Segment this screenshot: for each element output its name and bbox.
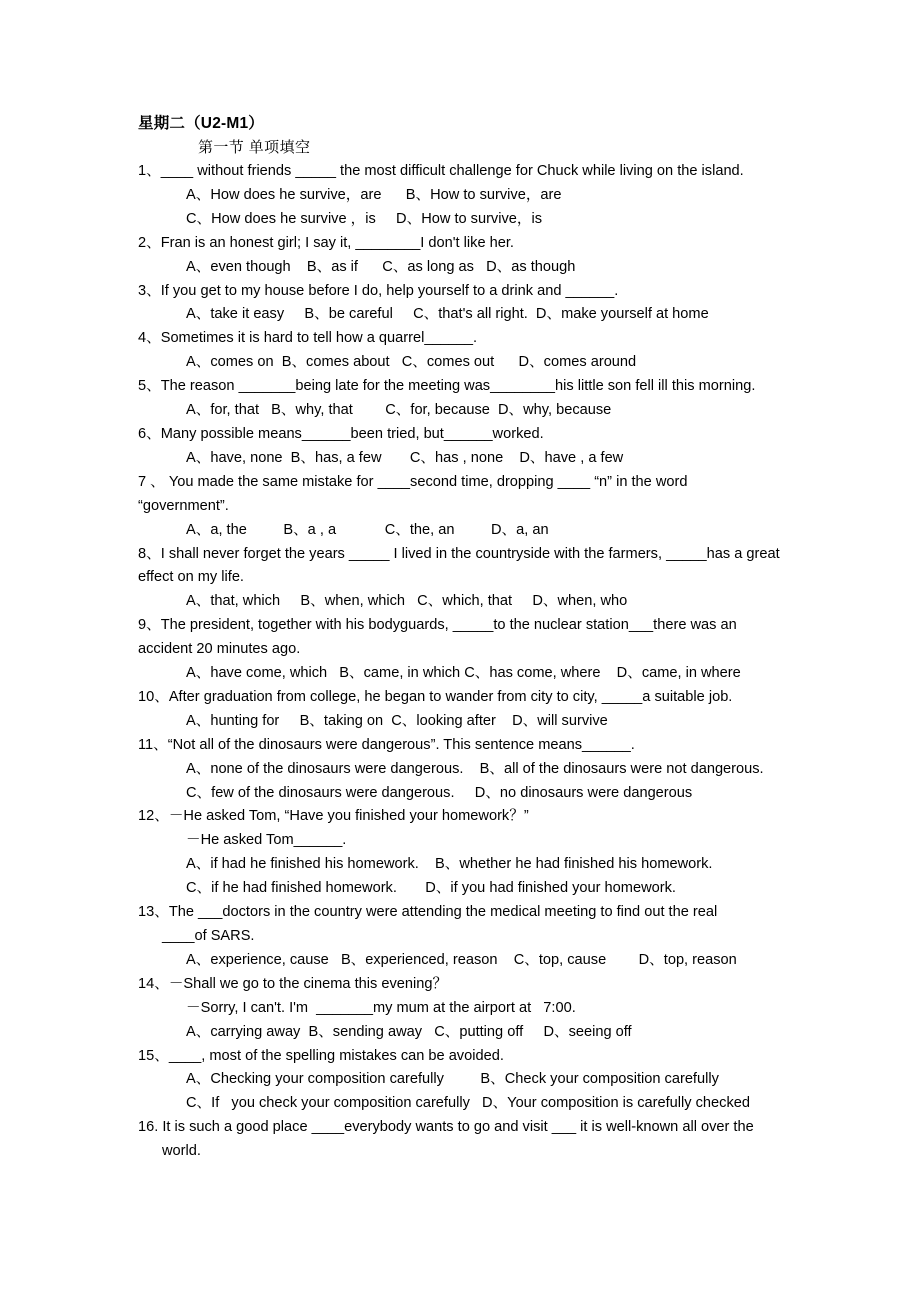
question-item [138,327,796,375]
question-stem: 1、____ without friends _____ the most difficult challenge for Chuck while living on the island. [138,163,744,179]
question-stem: 2、Fran is an honest girl; I say it, ________I don't like her. [138,234,514,251]
question-stem: 13、The ___doctors in the country were attending the medical meeting to find out the real [138,904,718,921]
question-stem-continued: world. [162,1143,201,1160]
question-options-line: A、that, which B、when, which C、which, that D、when, who [186,593,628,610]
question-options-line: A、Checking your composition carefully B、Check your composition carefully [186,1071,719,1088]
question-stem-continued: effect on my life. [138,569,244,586]
question-item [138,614,796,638]
question-stem-continued: “government”. [138,497,229,514]
question-item-continued [138,638,796,686]
question-options-line: A、experience, cause B、experienced, reason C、top, cause D、top, reason [186,951,737,968]
question-item [138,423,796,471]
question-item [138,1116,796,1164]
question-stem: 11、“Not all of the dinosaurs were dangerous”. This sentence means______. [138,736,635,753]
question-item [138,973,796,1045]
question-options-line: A、have, none B、has, a few C、has , none D、have , a few [186,449,624,466]
section-heading: 第一节 单项填空 [198,139,311,156]
question-stem-continued: accident 20 minutes ago. [138,641,301,658]
question-item [138,543,796,567]
question-item [138,471,796,495]
question-stem-continued: －He asked Tom______. [186,832,347,849]
question-item-continued [138,566,796,614]
question-stem: 5、The reason _______being late for the meeting was________his little son fell ill this morning. [138,378,756,395]
question-options-line: A、if had he finished his homework. B、whether he had finished his homework. [186,856,713,873]
question-item [138,805,796,901]
question-options-line: A、for, that B、why, that C、for, because D、why, because [186,402,612,419]
question-options-line: C、How does he survive ，is D、How to survive，is [186,210,543,227]
question-options-line: A、carrying away B、sending away C、putting off D、seeing off [186,1023,632,1040]
question-options-line: C、If you check your composition carefully D、Your composition is carefully checked [186,1095,750,1112]
question-item [138,686,796,734]
question-stem-continued: ____of SARS. [162,928,255,944]
question-options-line: A、none of the dinosaurs were dangerous. B、all of the dinosaurs were not dangerous. [186,760,764,777]
question-options-line: A、take it easy B、be careful C、that's all right. D、make yourself at home [186,306,709,323]
question-options-line: C、if he had finished homework. D、if you had finished your homework. [186,880,676,897]
question-item [138,232,796,280]
question-stem: 4、Sometimes it is hard to tell how a quarrel______. [138,330,478,347]
question-item [138,734,796,806]
question-options-line: A、have come, which B、came, in which C、has come, where D、came, in where [186,665,741,682]
question-item [138,280,796,328]
page-title: 星期二（U2-M1） [138,115,265,132]
question-stem: 8、I shall never forget the years _____ I lived in the countryside with the farmers, _____has a great [138,545,780,562]
question-stem: 9、The president, together with his bodyguards, _____to the nuclear station___there was an [138,617,737,634]
question-options-line: C、few of the dinosaurs were dangerous. D、no dinosaurs were dangerous [186,784,693,801]
question-item [138,1045,796,1117]
question-stem-continued: －Sorry, I can't. I'm _______my mum at the airport at 7:00. [186,999,576,1016]
question-stem: 10、After graduation from college, he began to wander from city to city, _____a suitable job. [138,688,733,705]
question-options-line: A、hunting for B、taking on C、looking after D、will survive [186,712,608,729]
question-stem: 15、____, most of the spelling mistakes can be avoided. [138,1047,504,1064]
question-stem: 12、－He asked Tom, “Have you finished your homework？” [138,808,529,825]
question-stem: 14、－Shall we go to the cinema this evening？ [138,975,448,992]
question-options-line: A、How does he survive，are B、How to survive，are [186,186,562,203]
question-item [138,375,796,423]
question-stem: 7 、 You made the same mistake for ____second time, dropping ____ “n” in the word [138,473,688,490]
question-stem: 3、If you get to my house before I do, help yourself to a drink and ______. [138,282,619,299]
question-stem: 6、Many possible means______been tried, but______worked. [138,425,544,442]
question-options-line: A、a, the B、a , a C、the, an D、a, an [186,521,549,538]
question-options-line: A、comes on B、comes about C、comes out D、comes around [186,354,637,371]
question-options-line: A、even though B、as if C、as long as D、as though [186,258,576,275]
question-item [138,160,796,232]
question-item [138,901,796,973]
question-item-continued [138,495,796,543]
question-stem: 16. It is such a good place ____everybody wants to go and visit ___ it is well-known all over the [138,1119,754,1136]
